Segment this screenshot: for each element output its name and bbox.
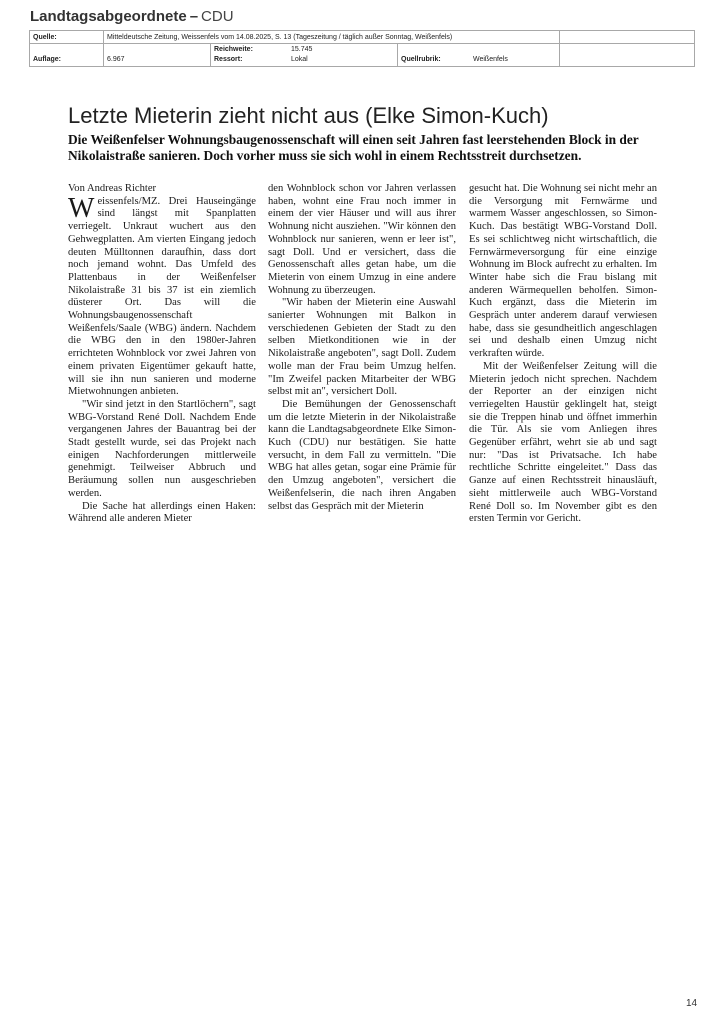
quellrubrik-value: Weißenfels: [473, 56, 508, 63]
article-paragraph-continued: den Wohnblock schon vor Jahren verlassen haben, wohnt eine Frau noch immer in einem der vier Häuser und will aus ihrer Wohnung nicht ausziehen. "Wir können den Wohnblock nur sanieren, wenn er leer ist", sagt Doll. Und er versichert, dass die Genossenschaft alles getan habe, um die Mieterin von einem Umzug in eine andere Wohnung zu überzeugen.: [268, 183, 456, 296]
quellrubrik-label: Quellrubrik:: [401, 56, 441, 63]
meta-cell: [30, 44, 104, 67]
reichweite-label: Reichweite:: [214, 46, 253, 53]
meta-row-source: [30, 31, 695, 44]
article-column-3: [469, 183, 657, 526]
ressort-label: Ressort:: [214, 56, 243, 63]
drop-cap: W: [68, 192, 95, 224]
article-paragraph: "Wir sind jetzt in den Startlöchern", sagt WBG-Vorstand René Doll. Nachdem Ende vergangenen Jahres der Bauantrag bei der Stadt gestellt wurde, sei das Projekt nach einigen Nachforderungen mittlerweile genehmigt. Teilweiser Abbruch und Beräumung sollen nun ausgeschrieben werden.: [68, 398, 256, 499]
byline: Von Andreas Richter: [68, 183, 157, 194]
page-number: 14: [686, 998, 698, 1009]
meta-cell: [211, 44, 398, 67]
article-headline: Letzte Mieterin zieht nicht aus (Elke Simon-Kuch): [68, 103, 549, 128]
ressort-value: Lokal: [291, 56, 308, 63]
article-paragraph: [68, 192, 256, 399]
meta-cell: [560, 44, 695, 67]
meta-row-details: [30, 44, 695, 67]
header-party: CDU: [201, 8, 234, 25]
meta-cell: [30, 31, 104, 44]
meta-cell: [104, 44, 211, 67]
article-column-1: [68, 183, 256, 526]
auflage-value: 6.967: [107, 56, 125, 63]
document-header: [30, 8, 234, 25]
article-paragraph: Die Sache hat allerdings einen Haken: Während alle anderen Mieter: [68, 500, 256, 525]
paragraph-text: eissenfels/MZ. Drei Hauseingänge sind längst mit Spanplatten verriegelt. Unkraut wuchert aus den Gehwegplatten. Am vierten Eingang jedoch deuten Mülltonnen daraufhin, dass dort noch jemand wohnt. Das Umfeld des Plattenbaus in der Weißenfelser Nikolaistraße 31 bis 37 ist ein ziemlich düsterer Ort. Das will die Wohnungsbaugenossenschaft Weißenfels/Saale (WBG) ändern. Nachdem die WBG den in den 1980er-Jahren errichteten Wohnblock vor zwei Jahren von einem privaten Eigentümer gekauft hatte, will sie ihn nun sanieren und moderne Mietwohnungen anbieten.: [68, 195, 256, 398]
article-paragraph: Die Bemühungen der Genossenschaft um die letzte Mieterin in der Nikolaistraße kann die Landtagsabgeordnete Elke Simon-Kuch (CDU) nur bestätigen. Sie hatte versucht, in dem Fall zu vermitteln. "Die WBG hat alles getan, sogar eine Prämie für den Umzug angeboten", versichert die Weißenfelserin, die nach ihren Angaben selbst das Gespräch mit der Mieterin: [268, 398, 456, 512]
meta-cell: [104, 31, 560, 44]
auflage-label: Auflage:: [33, 56, 61, 63]
article-column-2: [268, 183, 456, 513]
article-paragraph: "Wir haben der Mieterin eine Auswahl sanierter Wohnungen mit Balkon in verschiedenen Gebieten der Stadt zu den selben Mietkonditionen wie in der Nikolaistraße angeboten", sagt Doll. Zudem wolle man der Frau beim Umzug helfen. "Im Zweifel packen Mitarbeiter der WBG selbst mit an", versichert Doll.: [268, 297, 456, 398]
quelle-label: Quelle:: [33, 33, 57, 41]
source-metadata-table: [29, 30, 695, 67]
reichweite-value: 15.745: [291, 46, 313, 53]
article-paragraph-continued: gesucht hat. Die Wohnung sei nicht mehr an die Versorgung mit Fernwärme und warmem Wasser angeschlossen, so Simon-Kuch. Das bestätigt WBG-Vorstand Doll. Es sei schlichtweg nicht wirtschaftlich, die Fernwärmeversorgung für eine einzige Wohnung im Block aufrecht zu erhalten. Im Winter habe sich die Frau bislang mit anderen Wärmequellen beholfen. Simon-Kuch ergänzt, dass die Mieterin im Gespräch unter anderem darauf verwiesen habe, dass sie gesundheitlich angeschlagen sei und deshalb einen Umzug nicht verkraften würde.: [469, 183, 657, 360]
article-lead: Die Weißenfelser Wohnungsbaugenossenschaft will einen seit Jahren fast leerstehenden Block in der Nikolaistraße sanieren. Doch vorher muss sie sich wohl in einem Rechtsstreit durchsetzen.: [68, 132, 639, 163]
quelle-value: Mitteldeutsche Zeitung, Weissenfels vom 14.08.2025, S. 13 (Tageszeitung / täglich außer Sonntag, Weißenfels): [107, 33, 453, 41]
meta-cell: [560, 31, 695, 44]
header-separator: –: [189, 8, 199, 25]
article-paragraph: Mit der Weißenfelser Zeitung will die Mieterin jedoch nicht sprechen. Nachdem der Reporter an der einzigen nicht verriegelten Haustür geklingelt hat, steigt sie die Treppen hinab und öffnet immerhin die Tür. Als sie vom Anliegen ihres Gegenüber erfährt, wehrt sie ab und sagt nur: "Das ist Privatsache. Ich habe rechtliche Schritte eingeleitet." Dass das Ganze auf einen Rechtsstreit hinausläuft, sieht mittlerweile auch WBG-Vorstand René Doll so. Im November gibt es den ersten Termin vor Gericht.: [469, 360, 657, 525]
header-title: Landtagsabgeordnete: [30, 8, 187, 25]
meta-cell: [398, 44, 560, 67]
